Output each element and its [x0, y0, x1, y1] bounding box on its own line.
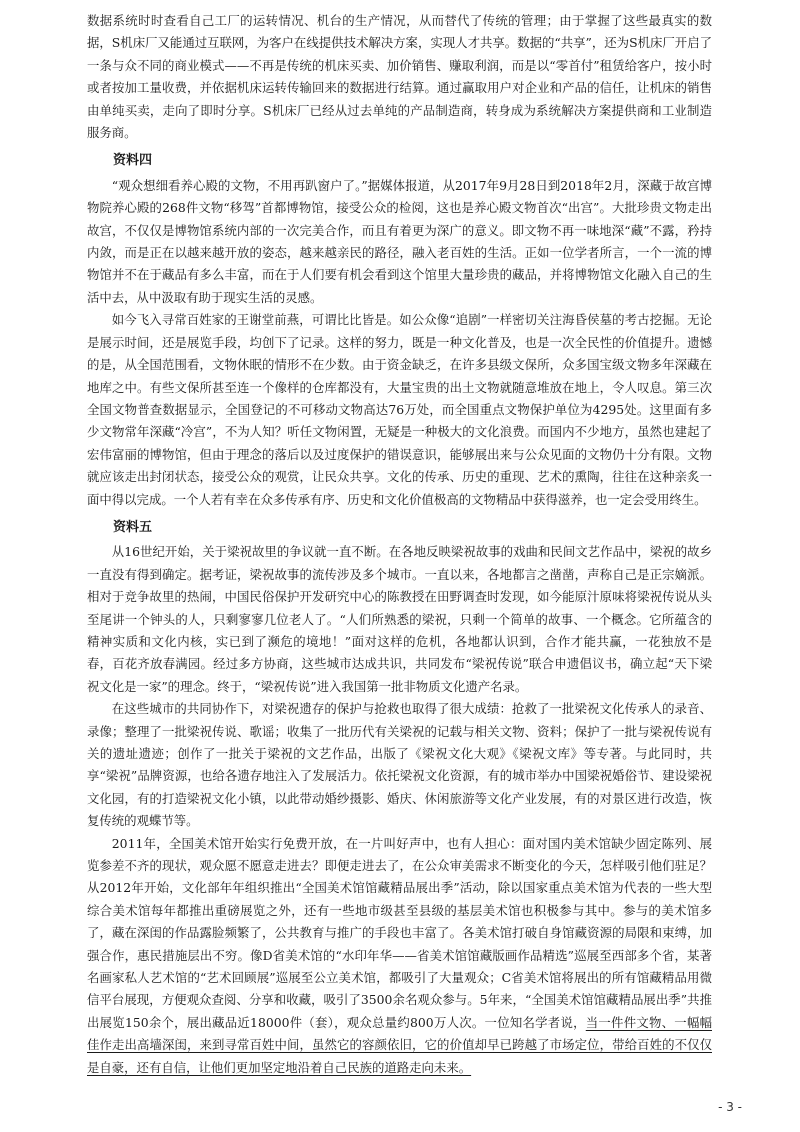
document-page — [87, 10, 712, 1079]
section5-paragraph-2: 在这些城市的共同协作下，对梁祝遗存的保护与抢救也取得了很大成绩：抢救了一批梁祝文化传承人的录音、录像；整理了一批梁祝传说、歌谣；收集了一批历代有关梁祝的记载与相关文物、资料；保护了一批与梁祝传说有关的遗址遗迹；创作了一批关于梁祝的文艺作品，出版了《梁祝文化大观》《梁祝文库》等专著。与此同时，共享“梁祝”品牌资源，也给各遗存地注入了发展活力。依托梁祝文化资源，有的城市举办中国梁祝婚俗节、建设梁祝文化园，有的打造梁祝文化小镇，以此带动婚纱摄影、婚庆、休闲旅游等文化产业发展，有的对景区进行改造，恢复传统的观蝶节等。 — [87, 701, 712, 829]
section5-paragraph-3-text: 2011年，全国美术馆开始实行免费开放，在一片叫好声中，也有人担心：面对国内美术馆缺少固定陈列、展览参差不齐的现状，观众愿不愿意走进去？即便走进去了，在公众审美需求不断变化的今天，怎样吸引他们驻足？从2012年开始，文化部年年组织推出“全国美术馆馆藏精品展出季”活动，除以国家重点美术馆为代表的一些大型综合美术馆每年都推出重磅展览之外，还有一些地市级甚至县级的基层美术馆也积极参与其中。参与的美术馆多了，藏在深闺的作品露脸频繁了，公共教育与推广的手段也丰富了。各美术馆打破自身馆藏资源的局限和束缚，加强合作，惠民措施层出不穷。像D省美术馆的“水印年华——省美术馆馆藏版画作品精选”巡展至西部多个省，某著名画家私人艺术馆的“艺术回顾展”巡展至公立美术馆，都吸引了大量观众；C省美术馆将展出的所有馆藏精品用微信平台展现，方便观众查阅、分享和收藏，吸引了3500余名观众参与。5年来，“全国美术馆馆藏精品展出季”共推出展览150余个，展出藏品近18000件（套），观众总量约800万人次。一位知名学者说， — [87, 835, 712, 1030]
section-heading-4: 资料四 — [113, 153, 153, 169]
section5-paragraph-1: 从16世纪开始，关于梁祝故里的争议就一直不断。在各地反映梁祝故事的戏曲和民间文艺作品中，梁祝的故乡一直没有得到确定。据考证，梁祝故事的流传涉及多个城市。一直以来，各地都言之凿凿，声称自己是正宗嫡派。相对于竞争故里的热闹，中国民俗保护开发研究中心的陈教授在田野调查时发现，如今能原汁原味将梁祝传说从头至尾讲一个钟头的人，只剩寥寥几位老人了。“人们所熟悉的梁祝，只剩一个简单的故事、一个概念。它所蕴含的精神实质和文化内核，实已到了濒危的境地！”面对这样的危机，各地都认识到，合作才能共赢，一花独放不是春，百花齐放春满园。经过多方协商，这些城市达成共识，共同发布“梁祝传说”联合申遗倡议书，确立起“天下梁祝文化是一家”的理念。终于，“梁祝传说”进入我国第一批非物质文化遗产名录。 — [87, 544, 712, 694]
section4-paragraph-2: 如今飞入寻常百姓家的王谢堂前燕，可谓比比皆是。如公众像“追剧”一样密切关注海昏侯墓的考古挖掘。无论是展示时间，还是展览手段，均创下了记录。这样的努力，既是一种文化普及，也是一次全民性的价值提升。遗憾的是，从全国范围看，文物休眠的情形不在少数。由于资金缺乏，在许多县级文保所，众多国宝级文物多年深藏在地库之中。有些文保所甚至连一个像样的仓库都没有，大量宝贵的出土文物就随意堆放在地上，令人叹息。第三次全国文物普查数据显示，全国登记的不可移动文物高达76万处，而全国重点文物保护单位为4295处。这里面有多少文物常年深藏“冷宫”，不为人知？听任文物闲置，无疑是一种极大的文化浪费。而国内不少地方，虽然也建起了宏伟富丽的博物馆，但由于理念的落后以及过度保护的错误意识，能够展出来与公众见面的文物仍十分有限。文物就应该走出封闭状态，接受公众的观赏，让民众共享。文化的传承、历史的重现、艺术的熏陶，往往在这种亲炙一面中得以完成。一个人若有幸在众多传承有序、历史和文化价值极高的文物精品中获得滋养，也一定会受用终生。 — [87, 312, 712, 507]
section5-paragraph-3 — [87, 833, 712, 1079]
underlined-quote: 当一件件文物、一幅幅佳作走出高墙深闺，来到寻常百姓中间，虽然它的容颜依旧，它的价值却早已跨越了市场定位，带给百姓的不仅仅是自豪，还有自信，让他们更加坚定地沿着自己民族的道路走向未来。 — [87, 1014, 712, 1075]
paragraph-continuation: 数据系统时时查看自己工厂的运转情况、机台的生产情况，从而替代了传统的管理；由于掌握了这些最真实的数据，S机床厂又能通过互联网，为客户在线提供技术解决方案，实现人才共享。数据的“共享”，还为S机床厂开启了一条与众不同的商业模式——不再是传统的机床买卖、加价销售、赚取利润，而是以“零首付”租赁给客户，按小时或者按加工量收费，并依据机床运转传输回来的数据进行结算。通过赢取用户对企业和产品的信任，让机床的销售由单纯买卖，走向了即时分享。S机床厂已经从过去单纯的产品制造商，转身成为系统解决方案提供商和工业制造服务商。 — [87, 13, 712, 141]
section-heading-5: 资料五 — [113, 519, 153, 535]
page-number: - 3 - — [718, 1100, 742, 1114]
section4-paragraph-1: “观众想细看养心殿的文物，不用再趴窗户了。”据媒体报道，从2017年9月28日到2018年2月，深藏于故宫博物院养心殿的268件文物“移驾”首都博物馆，接受公众的检阅，这也是养心殿文物首次“出宫”。大批珍贵文物走出故宫，不仅仅是博物馆系统内部的一次完美合作，而且有着更为深广的意义。即文物不再一味地深“藏”不露，矜持内敛，而是正在以越来越开放的姿态，越来越亲民的路径，融入老百姓的生活。正如一位学者所言，一个一流的博物馆并不在于藏品有多么丰富，而在于人们要有机会看到这个馆里大量珍贵的藏品，并将博物馆文化融入自己的生活中去，从中汲取有助于现实生活的灵感。 — [87, 177, 712, 305]
